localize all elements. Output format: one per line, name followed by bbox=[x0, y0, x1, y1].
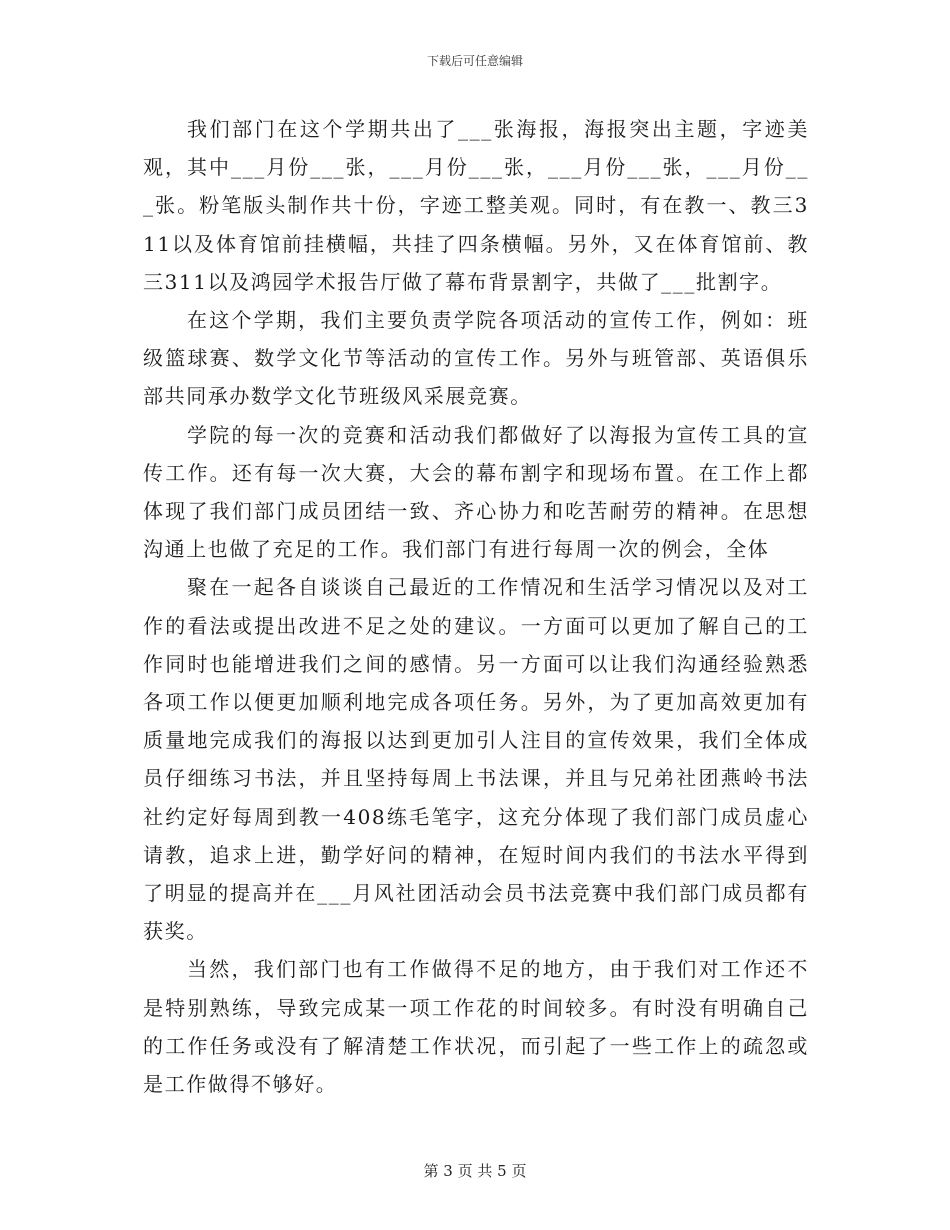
document-body bbox=[143, 110, 809, 1103]
paragraph-teamwork: 学院的每一次的竞赛和活动我们都做好了以海报为宣传工具的宣传工作。还有每一次大赛，大会的幕布割字和现场布置。在工作上都体现了我们部门成员团结一致、齐心协力和吃苦耐劳的精神。在思想沟通上也做了充足的工作。我们部门有进行每周一次的例会，全体 bbox=[143, 422, 809, 562]
page-header-note: 下载后可任意编辑 bbox=[426, 54, 523, 68]
paragraph-meetings-calligraphy: 聚在一起各自谈谈自己最近的工作情况和生活学习情况以及对工作的看法或提出改进不足之处的建议。一方面可以更加了解自己的工作同时也能增进我们之间的感情。另一方面可以让我们沟通经验熟悉各项工作以便更加顺利地完成各项任务。另外，为了更加高效更加有质量地完成我们的海报以达到更加引人注目的宣传效果，我们全体成员仔细练习书法，并且坚持每周上书法课，并且与兄弟社团燕岭书法社约定好每周到教一408练毛笔字，这充分体现了我们部门成员虚心请教，追求上进，勤学好问的精神，在短时间内我们的书法水平得到了明显的提高并在___月风社团活动会员书法竞赛中我们部门成员都有获奖。 bbox=[143, 575, 809, 944]
paragraph-shortcomings: 当然，我们部门也有工作做得不足的地方，由于我们对工作还不是特别熟练，导致完成某一项工作花的时间较多。有时没有明确自己的工作任务或没有了解清楚工作状况，而引起了一些工作上的疏忽或是工作做得不够好。 bbox=[143, 957, 809, 1097]
paragraph-posters: 我们部门在这个学期共出了___张海报，海报突出主题，字迹美观，其中___月份___张，___月份___张，___月份___张，___月份___张。粉笔版头制作共十份，字迹工整美观。同时，有在教一、教三311以及体育馆前挂横幅，共挂了四条横幅。另外，又在体育馆前、教三311以及鸿园学术报告厅做了幕布背景割字，共做了___批割字。 bbox=[143, 117, 809, 294]
paragraph-activities: 在这个学期，我们主要负责学院各项活动的宣传工作，例如：班级篮球赛、数学文化节等活动的宣传工作。另外与班管部、英语俱乐部共同承办数学文化节班级风采展竞赛。 bbox=[143, 308, 809, 409]
page-number: 第 3 页 共 5 页 bbox=[423, 1162, 527, 1180]
